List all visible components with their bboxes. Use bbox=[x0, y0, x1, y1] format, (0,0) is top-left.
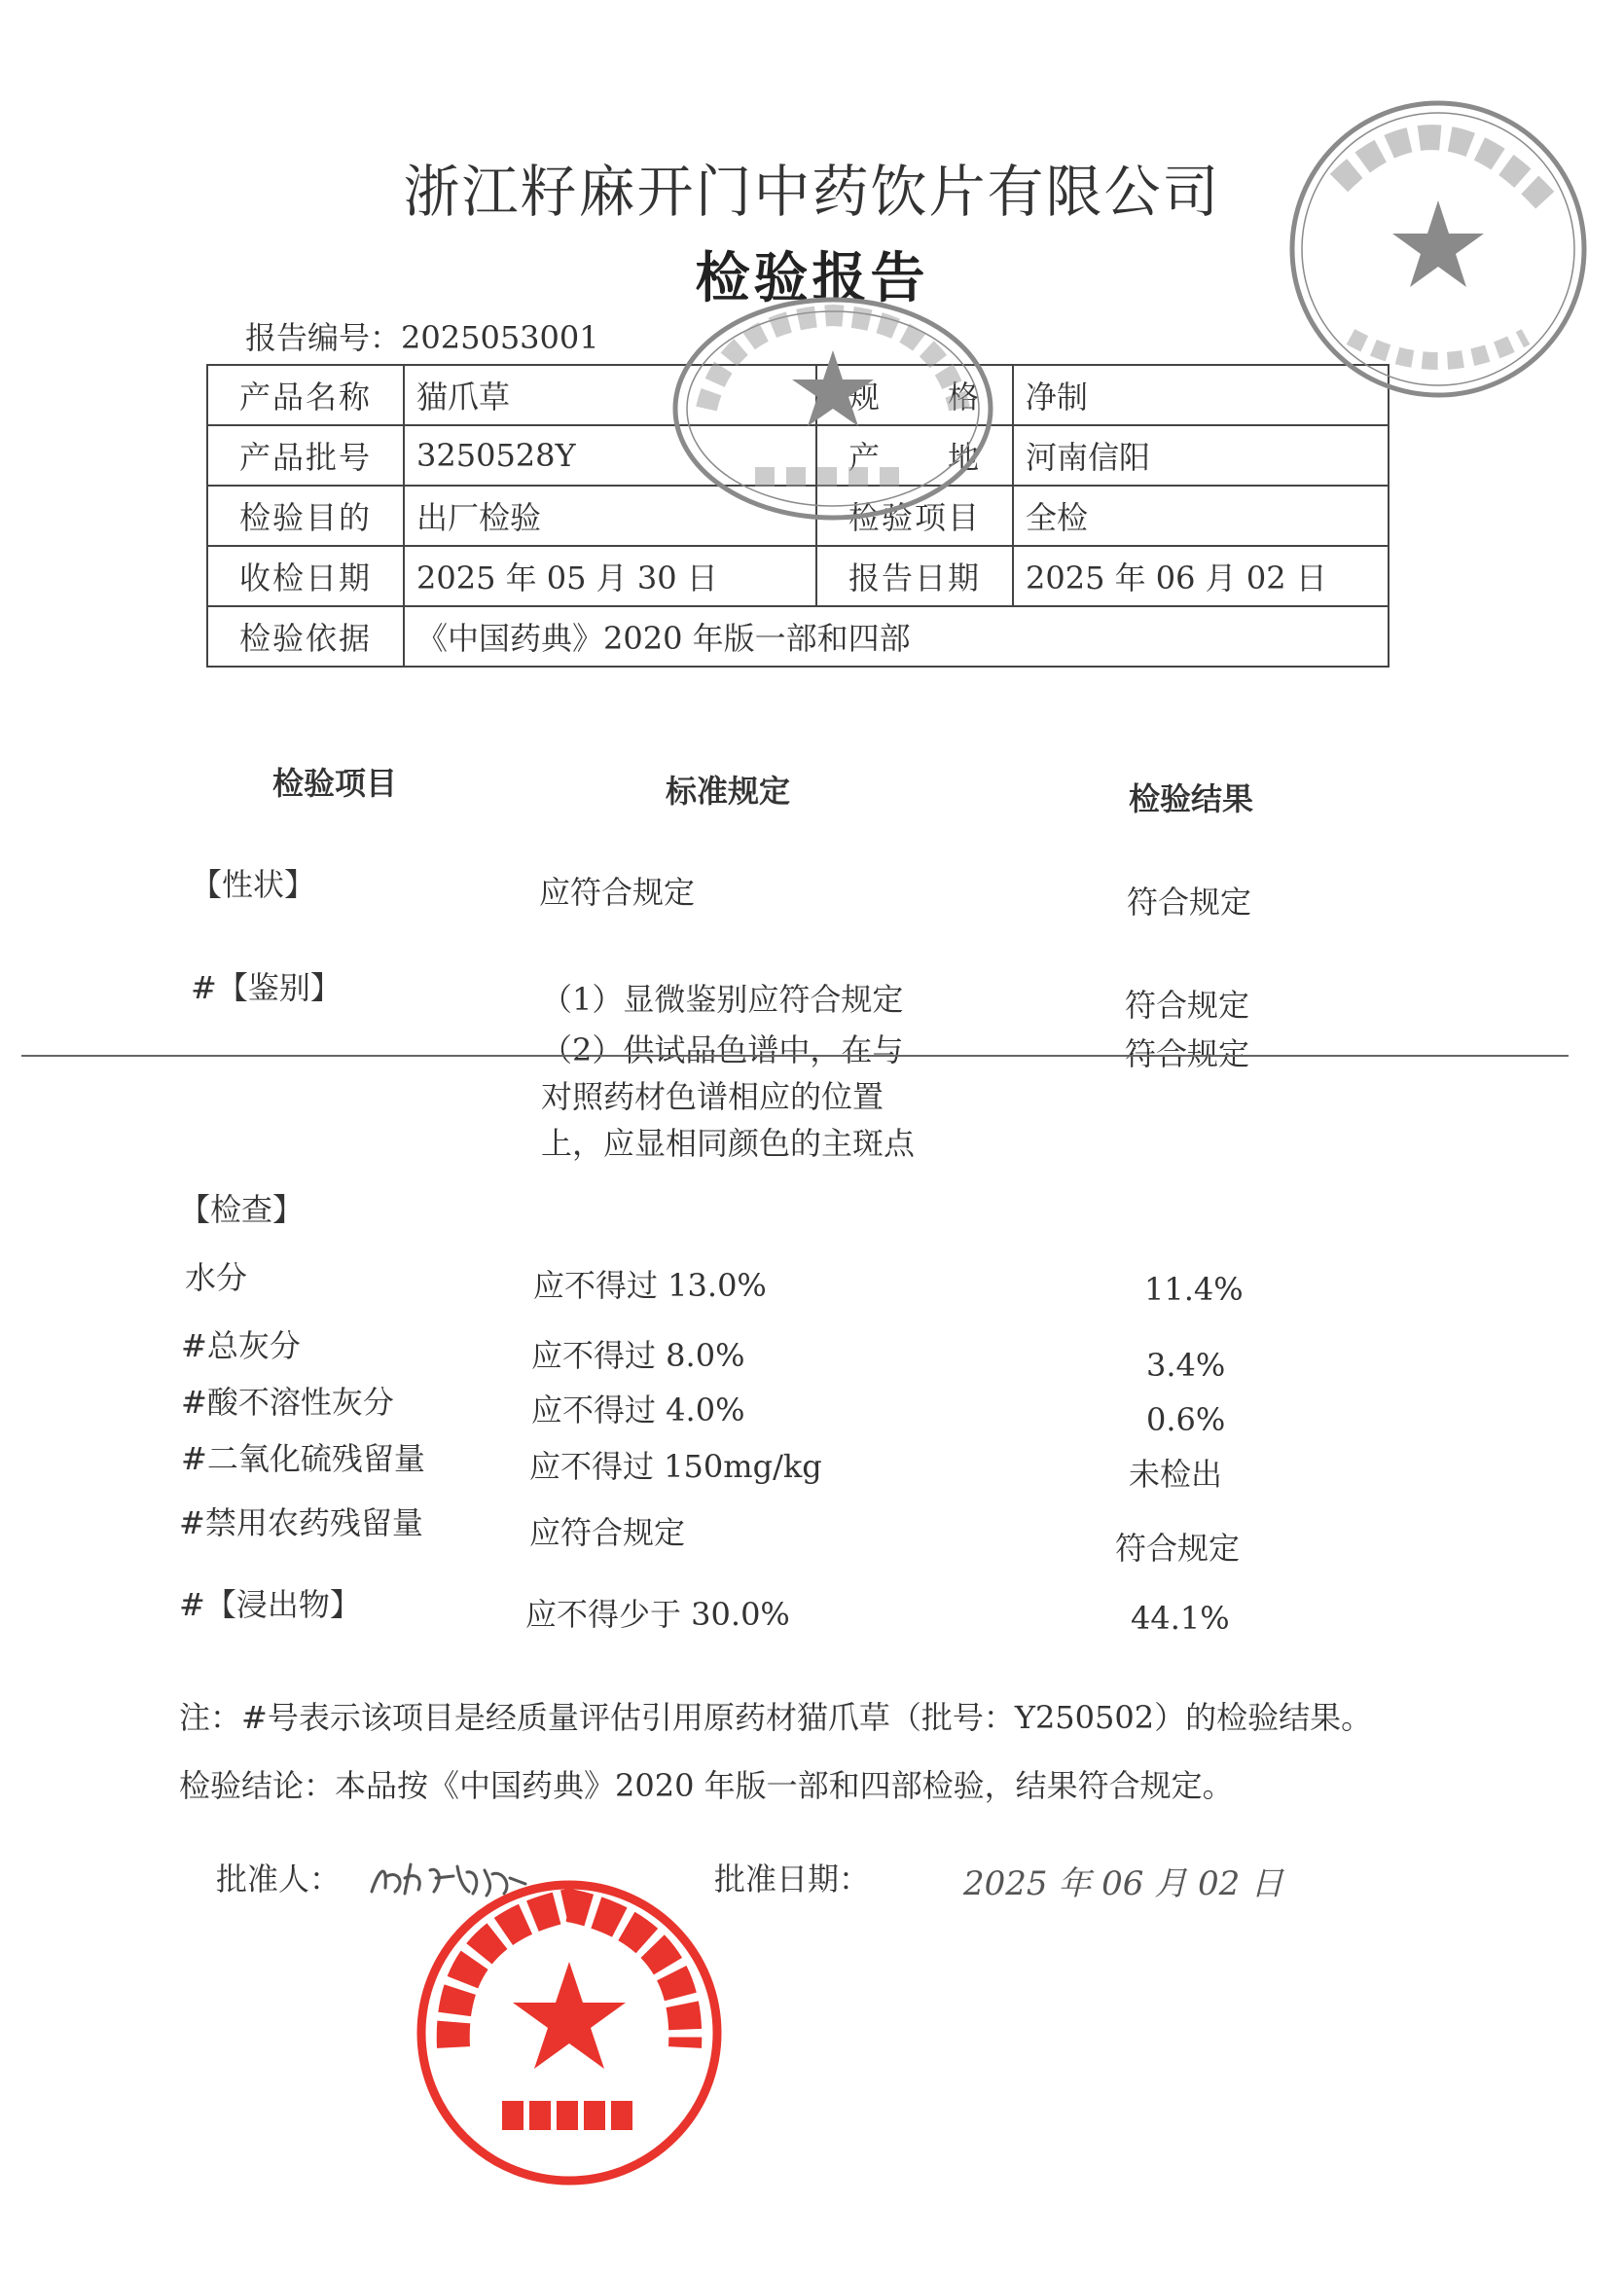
result-xingzhuang: 符合规定 bbox=[1127, 884, 1252, 921]
conclusion-text: 检验结论：本品按《中国药典》2020 年版一部和四部检验，结果符合规定。 bbox=[179, 1767, 1234, 1804]
standard-zonghuifen: 应不得过 8.0% bbox=[531, 1337, 745, 1374]
receive-date-value: 2025 年 05 月 30 日 bbox=[404, 546, 816, 606]
item-suanbu: #酸不溶性灰分 bbox=[181, 1384, 394, 1421]
result-zonghuifen: 3.4% bbox=[1146, 1347, 1226, 1384]
result-suanbu: 0.6% bbox=[1146, 1401, 1226, 1438]
result-shuifen: 11.4% bbox=[1144, 1271, 1244, 1308]
divider-line bbox=[21, 1055, 1569, 1057]
approve-date-label: 批准日期： bbox=[714, 1861, 871, 1898]
report-date-value: 2025 年 06 月 02 日 bbox=[1013, 546, 1389, 606]
col-header-standard: 标准规定 bbox=[666, 773, 791, 810]
result-jianbie-1: 符合规定 bbox=[1125, 987, 1250, 1024]
table-row bbox=[207, 546, 1389, 606]
table-row bbox=[207, 606, 1389, 667]
standard-suanbu: 应不得过 4.0% bbox=[531, 1392, 745, 1428]
company-name: 浙江籽麻开门中药饮片有限公司 bbox=[403, 159, 1221, 225]
standard-jianbie-2c: 上，应显相同颜色的主斑点 bbox=[541, 1125, 916, 1162]
standard-jinchu: 应不得少于 30.0% bbox=[525, 1596, 790, 1633]
standard-jianbie-2a: （2）供试品色谱中，在与 bbox=[541, 1031, 904, 1068]
receive-date-label: 收检日期 bbox=[207, 546, 404, 606]
purpose-value: 出厂检验 bbox=[404, 486, 816, 546]
purpose-label: 检验目的 bbox=[207, 486, 404, 546]
report-number-value: 2025053001 bbox=[401, 319, 599, 356]
batch-value: 3250528Y bbox=[404, 425, 816, 486]
product-name-value: 猫爪草 bbox=[404, 365, 816, 425]
item-value: 全检 bbox=[1013, 486, 1389, 546]
report-number bbox=[245, 313, 599, 358]
standard-shuifen: 应不得过 13.0% bbox=[533, 1267, 767, 1304]
item-nongyao: #禁用农药残留量 bbox=[179, 1504, 423, 1541]
report-number-label: 报告编号： bbox=[245, 319, 402, 356]
approve-date-value: 2025 年 06 月 02 日 bbox=[963, 1864, 1284, 1903]
standard-jianbie-2b: 对照药材色谱相应的位置 bbox=[541, 1078, 884, 1115]
result-nongyao: 符合规定 bbox=[1115, 1530, 1241, 1567]
item-xingzhuang: 【性状】 bbox=[191, 866, 316, 903]
quality-management-seal-bottom bbox=[409, 1872, 730, 2193]
basis-value: 《中国药典》2020 年版一部和四部 bbox=[404, 606, 1389, 667]
item-so2: #二氧化硫残留量 bbox=[181, 1440, 425, 1477]
note-text: 注：#号表示该项目是经质量评估引用原药材猫爪草（批号：Y250502）的检验结果。 bbox=[179, 1699, 1373, 1736]
origin-label: 产 地 bbox=[816, 425, 1013, 486]
report-title: 检验报告 bbox=[695, 246, 929, 310]
item-zonghuifen: #总灰分 bbox=[181, 1327, 301, 1364]
approver-label: 批准人： bbox=[216, 1861, 342, 1898]
standard-xingzhuang: 应符合规定 bbox=[539, 874, 696, 911]
item-jianbie: #【鉴别】 bbox=[191, 969, 342, 1006]
result-jianbie-2: 符合规定 bbox=[1125, 1035, 1250, 1072]
spec-value: 净制 bbox=[1013, 365, 1389, 425]
product-name-label: 产品名称 bbox=[207, 365, 404, 425]
section-jiancha: 【检查】 bbox=[179, 1191, 305, 1228]
basis-label: 检验依据 bbox=[207, 606, 404, 667]
standard-nongyao: 应符合规定 bbox=[529, 1514, 686, 1551]
col-header-item: 检验项目 bbox=[272, 765, 398, 802]
item-shuifen: 水分 bbox=[185, 1259, 248, 1296]
company-seal-top-right bbox=[1282, 93, 1594, 405]
report-date-label: 报告日期 bbox=[816, 546, 1013, 606]
spec-label: 规 格 bbox=[816, 365, 1013, 425]
standard-so2: 应不得过 150mg/kg bbox=[529, 1448, 822, 1485]
item-label: 检验项目 bbox=[816, 486, 1013, 546]
origin-value: 河南信阳 bbox=[1013, 425, 1389, 486]
quality-seal-middle bbox=[668, 292, 998, 525]
item-jinchu: #【浸出物】 bbox=[179, 1586, 361, 1623]
result-so2: 未检出 bbox=[1129, 1456, 1223, 1493]
col-header-result: 检验结果 bbox=[1129, 780, 1254, 817]
result-jinchu: 44.1% bbox=[1131, 1600, 1230, 1637]
standard-jianbie-1: （1）显微鉴别应符合规定 bbox=[541, 981, 904, 1018]
batch-label: 产品批号 bbox=[207, 425, 404, 486]
